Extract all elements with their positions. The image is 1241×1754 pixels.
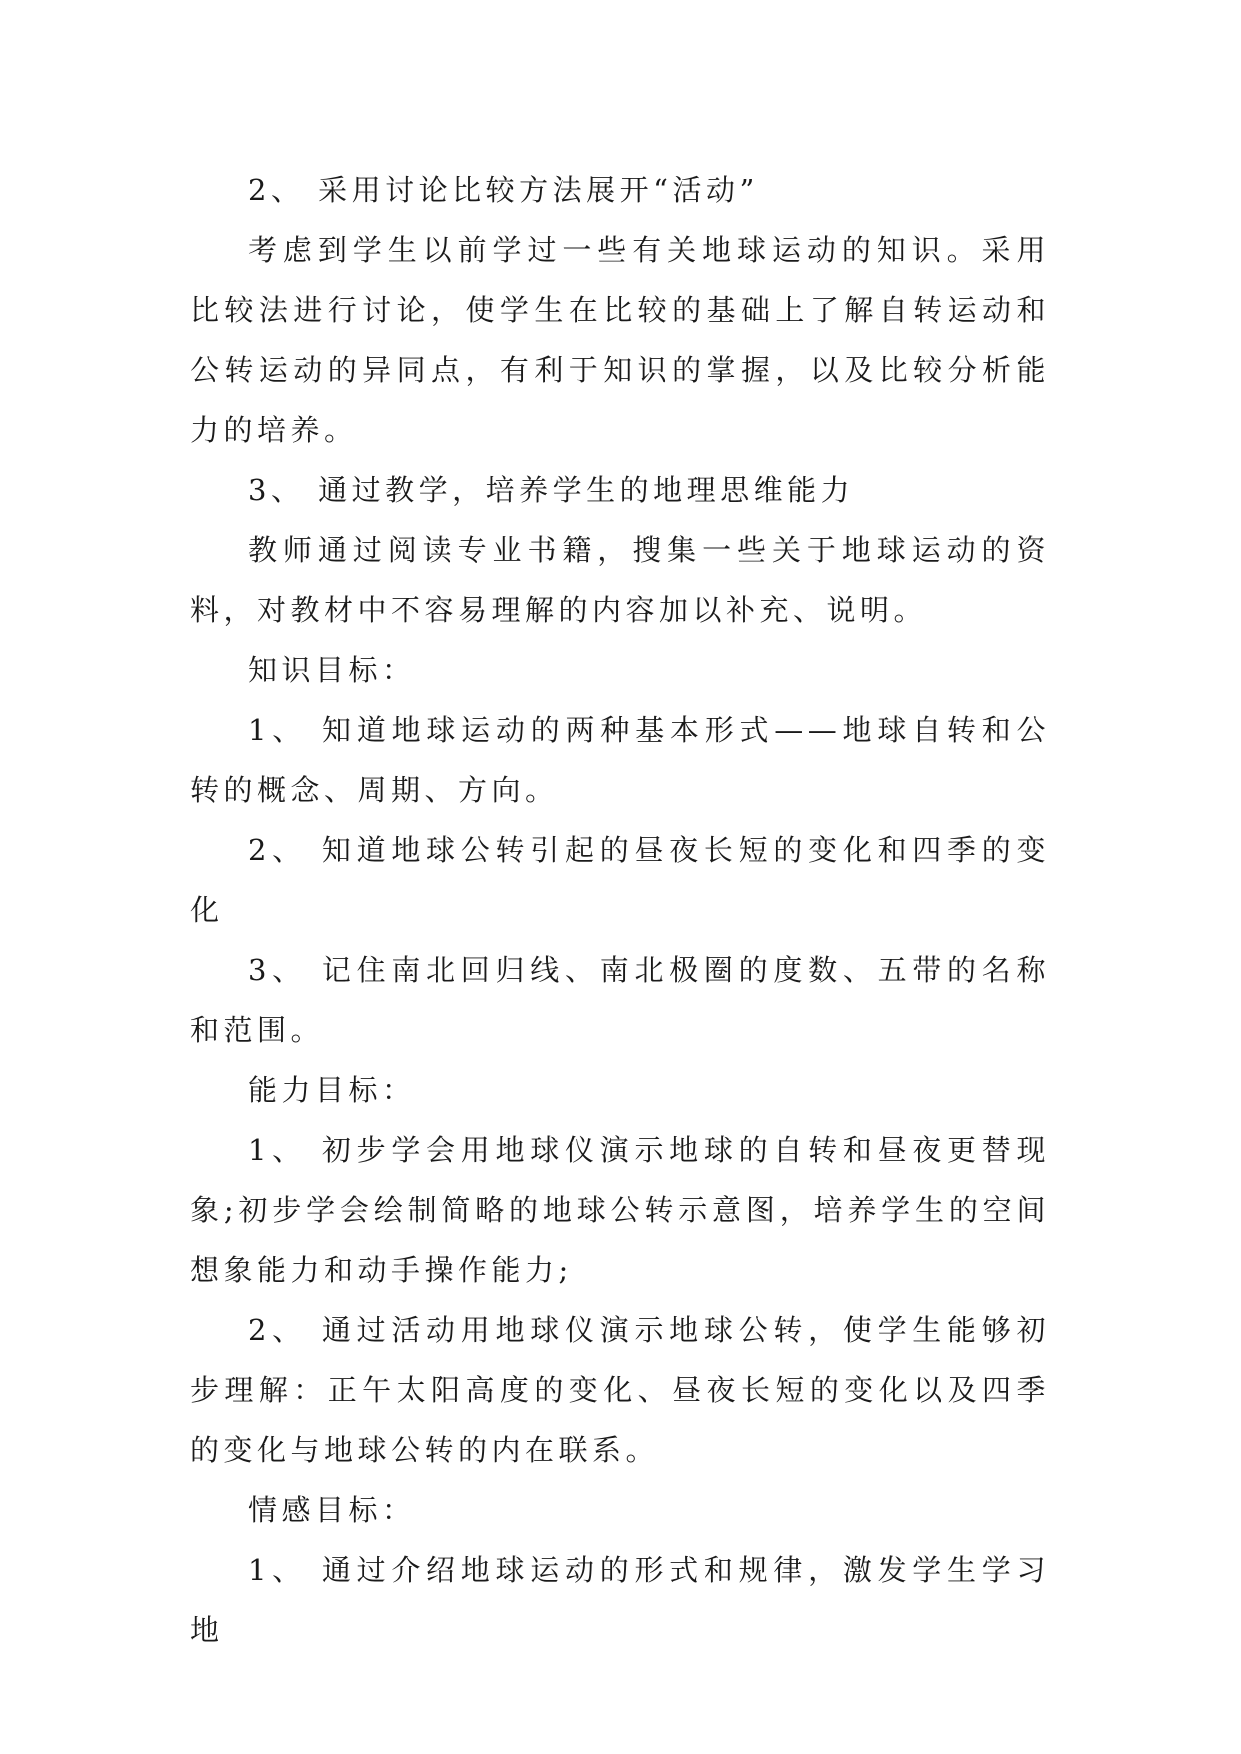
paragraph-knowledge-goal-3: 3、 记住南北回归线、南北极圈的度数、五带的名称和范围。 [190,953,1050,1047]
paragraph-thinking-heading: 3、 通过教学，培养学生的地理思维能力 [248,473,855,507]
paragraph-ability-goal-2: 2、 通过活动用地球仪演示地球公转，使学生能够初步理解：正午太阳高度的变化、昼夜长短的变化以及四季的变化与地球公转的内在联系。 [190,1313,1050,1467]
paragraph-emotion-goals-heading: 情感目标： [248,1493,416,1527]
paragraph-emotion-goal-1: 1、 通过介绍地球运动的形式和规律，激发学生学习地 [190,1553,1050,1647]
paragraph-ability-goal-1: 1、 初步学会用地球仪演示地球的自转和昼夜更替现象;初步学会绘制简略的地球公转示意图，培养学生的空间想象能力和动手操作能力; [190,1133,1050,1287]
paragraph-ability-goals-heading: 能力目标： [248,1073,416,1107]
paragraph-method-text: 考虑到学生以前学过一些有关地球运动的知识。采用比较法进行讨论，使学生在比较的基础上了解自转运动和公转运动的异同点，有利于知识的掌握，以及比较分析能力的培养。 [190,233,1050,447]
document-body [190,160,1050,1660]
paragraph-method-heading: 2、 采用讨论比较方法展开“活动” [248,173,759,207]
paragraph-knowledge-goal-2: 2、 知道地球公转引起的昼夜长短的变化和四季的变化 [190,833,1050,927]
paragraph-teacher-text: 教师通过阅读专业书籍，搜集一些关于地球运动的资料，对教材中不容易理解的内容加以补充、说明。 [190,533,1050,627]
paragraph-knowledge-goal-1: 1、 知道地球运动的两种基本形式——地球自转和公转的概念、周期、方向。 [190,713,1050,807]
paragraph-knowledge-goals-heading: 知识目标： [248,653,416,687]
